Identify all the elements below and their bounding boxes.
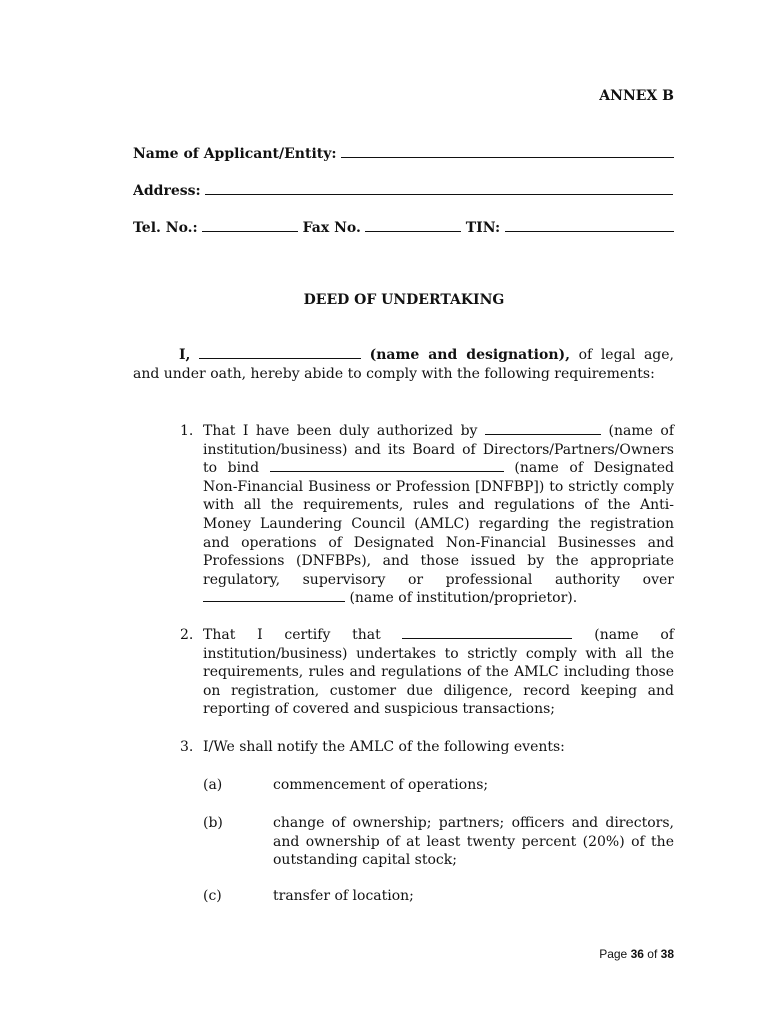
sub-item-c xyxy=(203,887,674,906)
sub-item-a xyxy=(203,776,674,795)
sub-item-text: transfer of location; xyxy=(273,888,414,904)
item1-part3: (name of Designated Non-Financial Business or Profession [DNFBP]) to strictly comply with all the requirements, rules and regulations of the Anti-Money Laundering Council (AMLC) regarding the registration and operations of Designated Non-Financial Businesses and Professions (DNFBPs), and those issued by the appropriate regulatory, supervisory or professional authority over xyxy=(203,460,675,588)
item2-part2: (name of institution/business) undertakes to strictly comply with all the requirements, rules and regulations of the AMLC including those on registration, customer due diligence, record keeping and reporting of covered and suspicious transactions; xyxy=(203,627,674,718)
address-blank xyxy=(205,182,673,195)
name-designation-blank xyxy=(199,346,361,359)
sub-item-label: (a) xyxy=(203,777,223,793)
sub-item-b xyxy=(203,814,674,870)
applicant-name-blank xyxy=(341,145,674,158)
proprietor-blank xyxy=(203,589,345,602)
intro-paragraph xyxy=(133,346,674,384)
tel-label: Tel. No.: xyxy=(133,220,198,236)
sub-item-label: (c) xyxy=(203,888,222,904)
tin-blank xyxy=(505,219,674,232)
item1-part1: That I have been duly authorized by xyxy=(203,423,478,439)
item3-part1: I/We shall notify the AMLC of the following events: xyxy=(203,739,565,755)
intro-lead: I, xyxy=(179,347,191,363)
item1-part2: (name of institution/business) and its Board of Directors/Partners/Owners to bind xyxy=(203,423,675,477)
item2-part1: That I certify that xyxy=(203,627,381,643)
deed-title: DEED OF UNDERTAKING xyxy=(303,292,505,308)
list-number: 3. xyxy=(180,739,194,755)
item1-part4: (name of institution/proprietor). xyxy=(349,590,578,607)
sub-item-label: (b) xyxy=(203,815,223,831)
list-number: 2. xyxy=(180,627,194,643)
business-blank xyxy=(402,626,572,639)
page-current: 36 xyxy=(630,947,644,961)
intro-rest: of legal age, and under oath, hereby abide to comply with the following requirements: xyxy=(133,347,675,382)
list-item-1 xyxy=(180,422,674,608)
sub-item-text: change of ownership; partners; officers and directors, and ownership of at least twenty percent (20%) of the outstanding capital stock; xyxy=(273,815,674,869)
address-label: Address: xyxy=(133,183,201,199)
page-footer xyxy=(599,947,674,961)
fax-label: Fax No. xyxy=(302,220,361,236)
address-line xyxy=(133,182,674,199)
page-label: Page xyxy=(599,947,628,961)
applicant-name-label: Name of Applicant/Entity: xyxy=(133,146,337,162)
applicant-name-line xyxy=(133,145,674,162)
dnfbp-blank xyxy=(270,459,504,472)
sub-item-text: commencement of operations; xyxy=(273,777,489,793)
tin-label: TIN: xyxy=(465,220,501,236)
intro-name-designation: (name and designation), xyxy=(369,347,571,363)
annex-label: ANNEX B xyxy=(599,88,674,104)
list-number: 1. xyxy=(180,423,194,439)
page-of: of xyxy=(647,947,658,961)
fax-blank xyxy=(365,219,461,232)
list-item-3 xyxy=(180,738,674,757)
tel-blank xyxy=(202,219,298,232)
list-item-2 xyxy=(180,626,674,719)
institution-blank xyxy=(485,422,601,435)
page-total: 38 xyxy=(660,947,674,961)
contact-line xyxy=(133,219,674,236)
